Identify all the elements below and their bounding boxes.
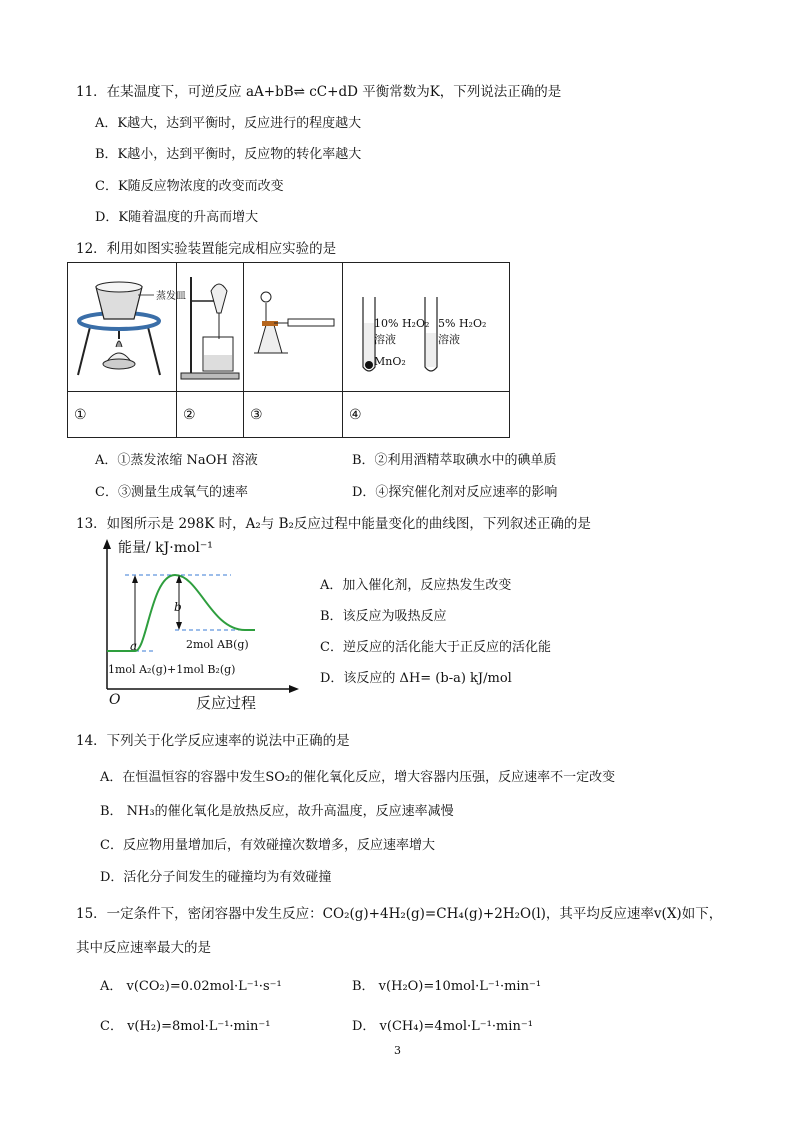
tube2-label-line1: 5% H₂O₂ bbox=[438, 317, 487, 330]
graph-origin-label: O bbox=[109, 692, 121, 708]
energy-diagram bbox=[95, 535, 300, 710]
page-number: 3 bbox=[394, 1044, 401, 1057]
separatory-funnel-figure bbox=[177, 263, 243, 387]
q12-option-c: C．③测量生成氧气的速率 bbox=[95, 485, 248, 500]
q14-option-d: D．活化分子间发生的碰撞均为有效碰撞 bbox=[100, 870, 332, 885]
q11-option-c: C．K随反应物浓度的改变而改变 bbox=[95, 179, 284, 194]
apparatus-3-label: ③ bbox=[244, 392, 343, 438]
tube2-label-line2: 溶液 bbox=[438, 333, 460, 346]
q11-option-d: D．K随着温度的升高而增大 bbox=[95, 210, 259, 225]
tube1-catalyst-label: MnO₂ bbox=[374, 355, 406, 368]
graph-reactant-label: 1mol A₂(g)+1mol B₂(g) bbox=[108, 663, 236, 676]
evaporation-apparatus-figure bbox=[68, 263, 176, 387]
q15-option-d: D． v(CH₄)=4mol·L⁻¹·min⁻¹ bbox=[352, 1019, 533, 1034]
q14-option-a: A．在恒温恒容的容器中发生SO₂的催化氧化反应，增大容器内压强，反应速率不一定改变 bbox=[100, 770, 616, 785]
q15-stem-line1: 15．一定条件下，密闭容器中发生反应：CO₂(g)+4H₂(g)=CH₄(g)+2H₂O(l)，其平均反应速率v(X)如下， bbox=[76, 906, 723, 922]
q15-option-a: A． v(CO₂)=0.02mol·L⁻¹·s⁻¹ bbox=[100, 979, 282, 994]
q13-option-b: B．该反应为吸热反应 bbox=[320, 609, 447, 624]
q12-option-b: B．②利用酒精萃取碘水中的碘单质 bbox=[352, 453, 557, 468]
graph-label-b: b bbox=[174, 600, 182, 614]
q13-option-c: C．逆反应的活化能大于正反应的活化能 bbox=[320, 640, 551, 655]
apparatus-2-label: ② bbox=[177, 392, 244, 438]
graph-ylabel: 能量/ kJ·mol⁻¹ bbox=[118, 540, 213, 556]
graph-product-label: 2mol AB(g) bbox=[186, 638, 249, 651]
q12-option-a: A．①蒸发浓缩 NaOH 溶液 bbox=[95, 453, 258, 468]
q12-option-d: D．④探究催化剂对反应速率的影响 bbox=[352, 485, 558, 500]
q13-stem: 13．如图所示是 298K 时，A₂与 B₂反应过程中能量变化的曲线图，下列叙述正确的是 bbox=[76, 516, 591, 532]
q12-apparatus-table bbox=[67, 262, 510, 438]
mno2-powder bbox=[365, 361, 373, 369]
q11-option-b: B．K越小，达到平衡时，反应物的转化率越大 bbox=[95, 147, 362, 162]
q14-option-b: B． NH₃的催化氧化是放热反应，故升高温度，反应速率减慢 bbox=[100, 804, 454, 819]
tube1-label-line2: 溶液 bbox=[374, 333, 396, 346]
q14-stem: 14．下列关于化学反应速率的说法中正确的是 bbox=[76, 733, 350, 749]
q13-option-d: D．该反应的 ΔH= (b-a) kJ/mol bbox=[320, 671, 512, 686]
apparatus-4-label: ④ bbox=[343, 392, 510, 438]
q14-option-c: C．反应物用量增加后，有效碰撞次数增多，反应速率增大 bbox=[100, 838, 435, 853]
evap-dish-label: 蒸发皿 bbox=[156, 291, 186, 302]
q13-option-a: A．加入催化剂，反应热发生改变 bbox=[320, 578, 512, 593]
graph-xlabel: 反应过程 bbox=[196, 694, 257, 712]
q15-option-c: C． v(H₂)=8mol·L⁻¹·min⁻¹ bbox=[100, 1019, 271, 1034]
apparatus-2-cell bbox=[177, 263, 244, 392]
q15-stem-line2: 其中反应速率最大的是 bbox=[76, 940, 211, 956]
q11-option-a: A．K越大，达到平衡时，反应进行的程度越大 bbox=[95, 116, 362, 131]
q12-stem: 12．利用如图实验装置能完成相应实验的是 bbox=[76, 241, 337, 257]
gas-rate-apparatus-figure bbox=[244, 263, 342, 387]
apparatus-1-cell bbox=[68, 263, 177, 392]
q15-option-b: B． v(H₂O)=10mol·L⁻¹·min⁻¹ bbox=[352, 979, 542, 994]
graph-label-a: a bbox=[130, 639, 138, 653]
apparatus-3-cell bbox=[244, 263, 343, 392]
apparatus-1-label: ① bbox=[68, 392, 177, 438]
q11-stem: 11．在某温度下，可逆反应 aA+bB⇌ cC+dD 平衡常数为K，下列说法正确的是 bbox=[76, 84, 562, 100]
tube1-label-line1: 10% H₂O₂ bbox=[374, 317, 430, 330]
